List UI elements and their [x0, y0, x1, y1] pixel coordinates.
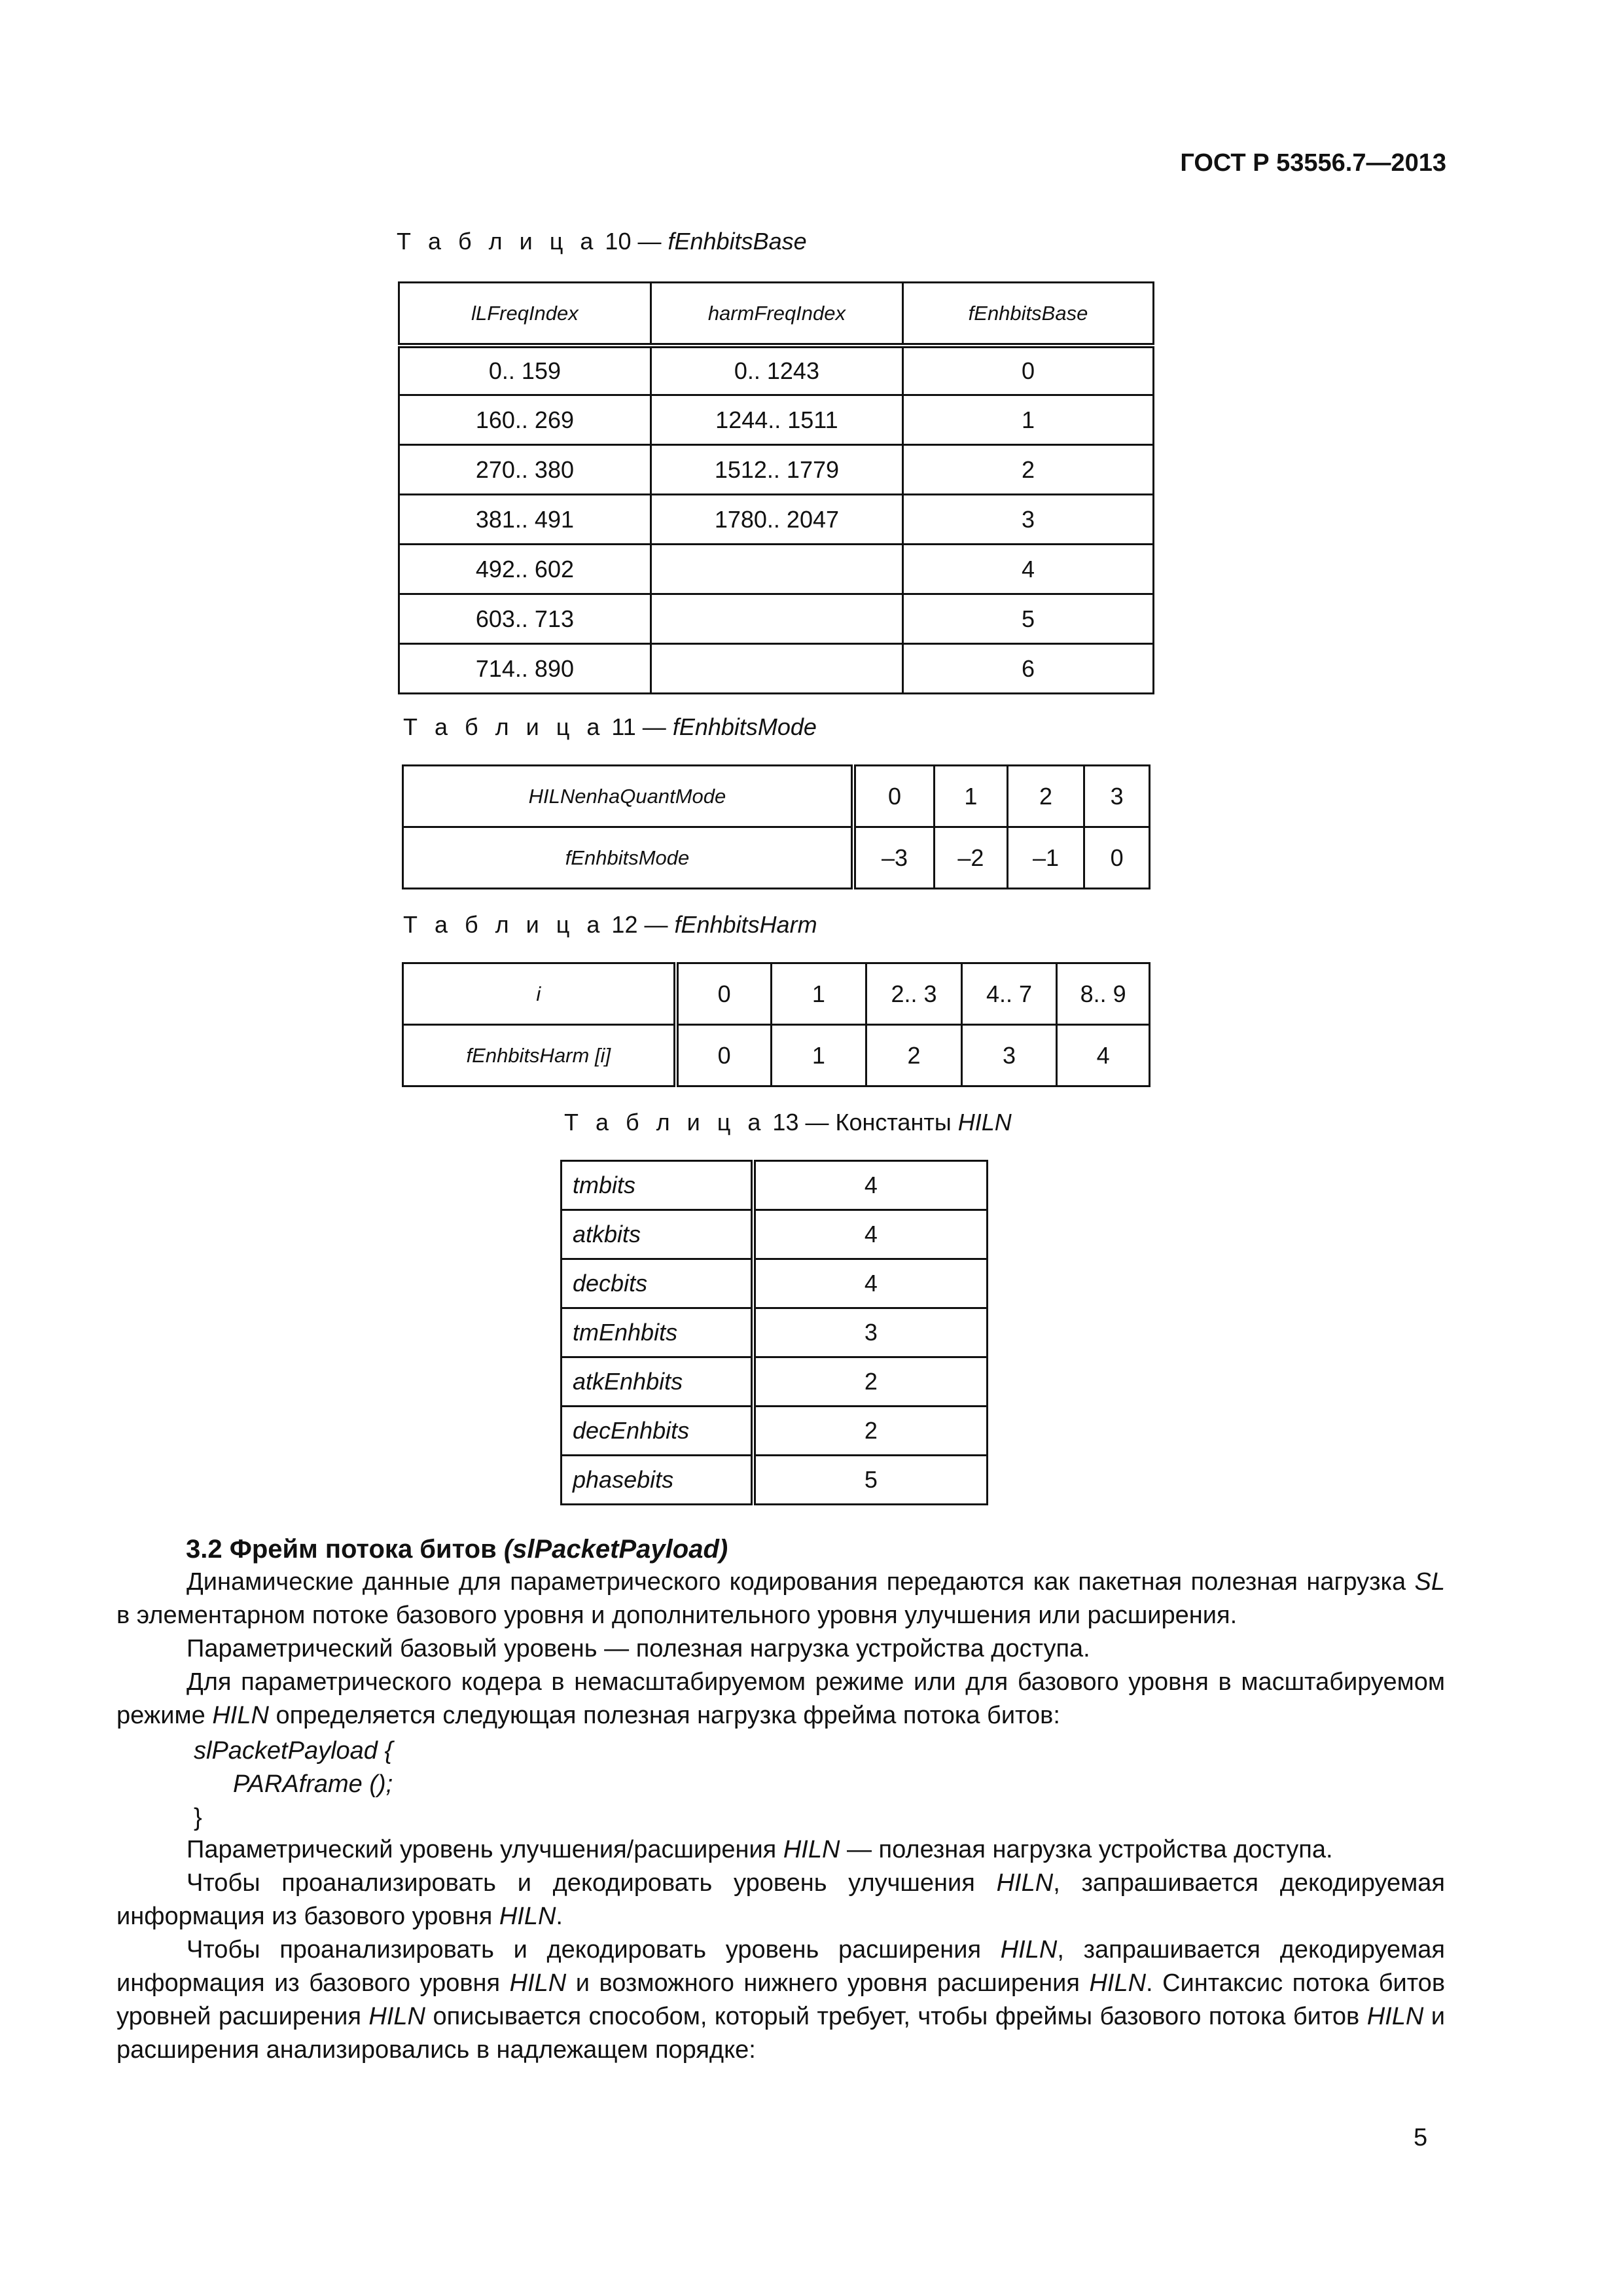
paragraph-4: Параметрический уровень улучшения/расширения HILN — полезная нагрузка устройства доступа. — [187, 1836, 1333, 1863]
table-row — [399, 545, 1154, 594]
constant-name: phasebits — [562, 1456, 753, 1505]
document-id: ГОСТ Р 53556.7—2013 — [1180, 149, 1446, 177]
constant-name: decEnhbits — [562, 1407, 753, 1456]
caption-number: 10 — — [605, 228, 662, 255]
column-header: fEnhbitsBase — [902, 283, 1153, 346]
paragraph-5: Чтобы проанализировать и декодировать уровень улучшения HILN, запрашивается декодируемая информация из базового уровня HILN. — [116, 1869, 1445, 1930]
table-cell: 0 — [1084, 827, 1150, 889]
table-row — [399, 495, 1154, 545]
constant-name: atkbits — [562, 1210, 753, 1259]
code-line: } — [194, 1804, 202, 1831]
table-cell: 2 — [902, 445, 1153, 495]
table11-caption — [403, 713, 817, 741]
constant-value: 4 — [753, 1161, 988, 1210]
caption-word: Т а б л и ц а — [564, 1109, 766, 1136]
paragraph-3: Для параметрического кодера в немасштабируемом режиме или для базового уровня в масштабируемом режиме HILN определяется следующая полезная нагрузка фрейма потока битов: — [116, 1668, 1445, 1729]
table-cell — [651, 644, 902, 694]
caption-number: 13 — Константы — [772, 1109, 952, 1136]
row-label: HILNenhaQuantMode — [403, 766, 853, 827]
caption-word: Т а б л и ц а — [397, 228, 599, 255]
table-row — [399, 445, 1154, 495]
table-cell: –1 — [1007, 827, 1084, 889]
paragraph-1: Динамические данные для параметрического кодирования передаются как пакетная полезная нагрузка SL в элементарном потоке базового уровня и дополнительного уровня улучшения или расширения. — [116, 1568, 1445, 1629]
table-cell: 6 — [902, 644, 1153, 694]
caption-name: fEnhbitsMode — [672, 713, 817, 740]
page-number: 5 — [1414, 2124, 1428, 2151]
table-cell: 3 — [902, 495, 1153, 545]
table12 — [402, 962, 1150, 1087]
caption-word: Т а б л и ц а — [403, 911, 605, 938]
table-row — [562, 1259, 988, 1308]
table-row — [399, 395, 1154, 445]
column-header: lLFreqIndex — [399, 283, 651, 346]
table-cell — [651, 545, 902, 594]
table-cell: 381.. 491 — [399, 495, 651, 545]
table-cell: 5 — [902, 594, 1153, 644]
table-cell: 3 — [1084, 766, 1150, 827]
table-cell: 1780.. 2047 — [651, 495, 902, 545]
table-cell: 3 — [961, 1025, 1057, 1086]
constant-name: decbits — [562, 1259, 753, 1308]
table-row — [562, 1357, 988, 1407]
section-heading: 3.2 Фрейм потока битов (slPacketPayload) — [186, 1535, 728, 1564]
table-cell: 1 — [935, 766, 1008, 827]
constant-value: 5 — [753, 1456, 988, 1505]
table-cell: 1 — [902, 395, 1153, 445]
code-line: PARAframe (); — [233, 1770, 393, 1798]
table-row — [399, 644, 1154, 694]
table-row — [403, 827, 1150, 889]
table-row — [562, 1456, 988, 1505]
table-cell: 714.. 890 — [399, 644, 651, 694]
constant-name: tmbits — [562, 1161, 753, 1210]
table-row — [403, 963, 1150, 1025]
table-row — [562, 1407, 988, 1456]
table-cell: 0 — [676, 1025, 772, 1086]
table-cell: 603.. 713 — [399, 594, 651, 644]
caption-number: 12 — — [611, 911, 668, 938]
table-cell: 2 — [866, 1025, 962, 1086]
table-cell: 0 — [676, 963, 772, 1025]
table12-caption — [403, 911, 817, 939]
row-label: fEnhbitsHarm [i] — [403, 1025, 676, 1086]
constant-value: 2 — [753, 1357, 988, 1407]
table-cell: 2.. 3 — [866, 963, 962, 1025]
table-cell: 4 — [1057, 1025, 1150, 1086]
constant-name: tmEnhbits — [562, 1308, 753, 1357]
table10 — [398, 281, 1154, 694]
row-label: fEnhbitsMode — [403, 827, 853, 889]
paragraph-6: Чтобы проанализировать и декодировать уровень расширения HILN, запрашивается декодируемая информация из базового уровня HILN и возможного нижнего уровня расширения HILN. Синтаксис потока битов уровней расширения HILN описывается способом, который требует, чтобы фреймы базового потока битов HILN и расширения анализировались в надлежащем порядке: — [116, 1936, 1446, 2064]
constant-value: 2 — [753, 1407, 988, 1456]
table-cell: 1 — [771, 1025, 866, 1086]
table-cell: 8.. 9 — [1057, 963, 1150, 1025]
caption-name: fEnhbitsHarm — [674, 911, 817, 938]
caption-name: HILN — [957, 1109, 1012, 1136]
table-cell: 0 — [853, 766, 935, 827]
table-row — [562, 1308, 988, 1357]
table13-caption — [564, 1109, 1012, 1136]
paragraph-2: Параметрический базовый уровень — полезная нагрузка устройства доступа. — [187, 1635, 1090, 1662]
table-cell: 0.. 159 — [399, 346, 651, 395]
table-cell: 1244.. 1511 — [651, 395, 902, 445]
table10-caption — [397, 228, 807, 255]
table-row — [562, 1210, 988, 1259]
table-row — [399, 594, 1154, 644]
table-row — [403, 766, 1150, 827]
code-line: slPacketPayload { — [194, 1737, 393, 1765]
caption-number: 11 — — [611, 713, 666, 740]
caption-word: Т а б л и ц а — [403, 713, 605, 740]
table-row — [403, 1025, 1150, 1086]
table-cell: 1 — [771, 963, 866, 1025]
table-cell: –3 — [853, 827, 935, 889]
table13 — [560, 1160, 988, 1505]
table-row — [562, 1161, 988, 1210]
table-cell: 270.. 380 — [399, 445, 651, 495]
table-row — [399, 346, 1154, 395]
table-cell: 4.. 7 — [961, 963, 1057, 1025]
row-label: i — [403, 963, 676, 1025]
constant-value: 4 — [753, 1259, 988, 1308]
constant-name: atkEnhbits — [562, 1357, 753, 1407]
table-cell: 160.. 269 — [399, 395, 651, 445]
table-cell: –2 — [935, 827, 1008, 889]
table-cell: 2 — [1007, 766, 1084, 827]
table-cell: 1512.. 1779 — [651, 445, 902, 495]
table-cell: 4 — [902, 545, 1153, 594]
section-heading-code: (slPacketPayload) — [503, 1535, 728, 1564]
table-cell — [651, 594, 902, 644]
caption-name: fEnhbitsBase — [668, 228, 807, 255]
table11 — [402, 764, 1150, 889]
table-cell: 492.. 602 — [399, 545, 651, 594]
constant-value: 4 — [753, 1210, 988, 1259]
table-cell: 0 — [902, 346, 1153, 395]
table-cell: 0.. 1243 — [651, 346, 902, 395]
constant-value: 3 — [753, 1308, 988, 1357]
column-header: harmFreqIndex — [651, 283, 902, 346]
